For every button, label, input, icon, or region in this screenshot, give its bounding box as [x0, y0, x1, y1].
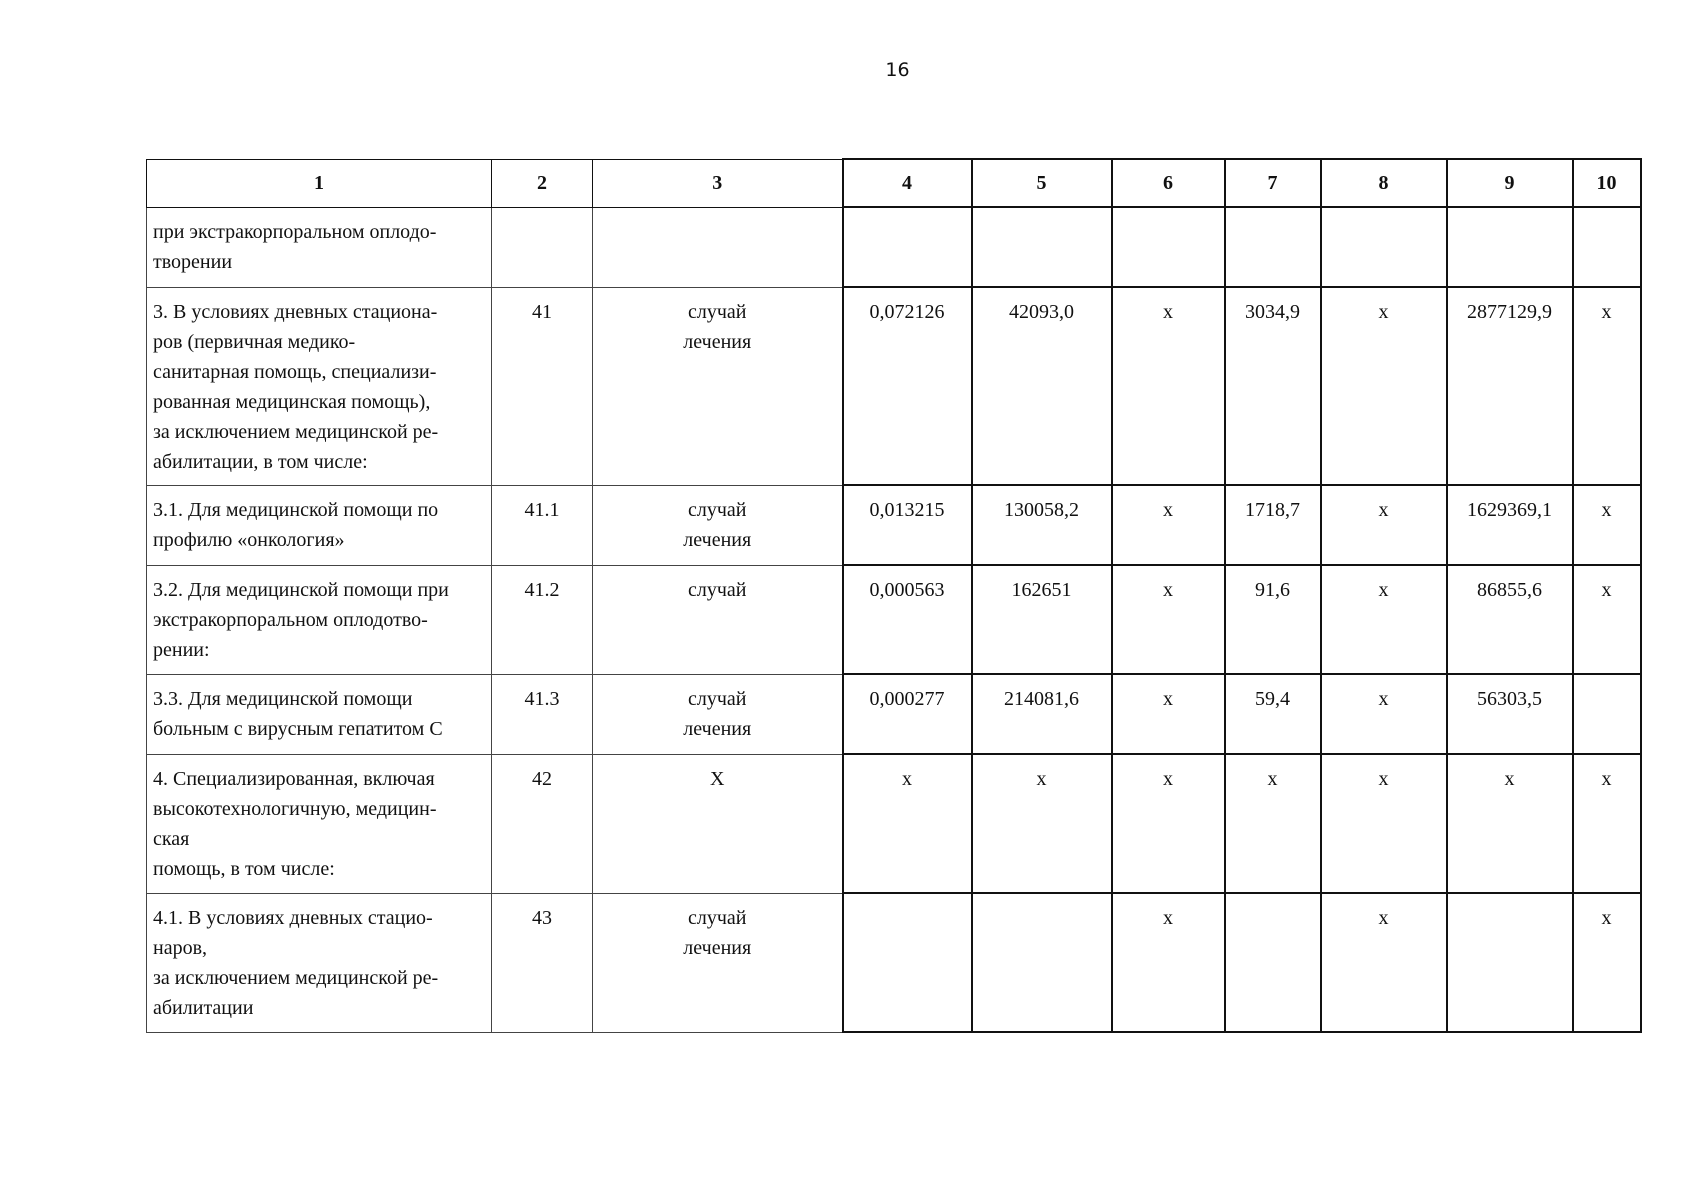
column-header: 4	[843, 159, 972, 207]
table-cell	[1321, 207, 1447, 287]
table-cell	[1573, 674, 1641, 754]
table-cell: 91,6	[1225, 565, 1321, 674]
table-cell: 3034,9	[1225, 287, 1321, 485]
table-cell: 86855,6	[1447, 565, 1573, 674]
table-cell: 56303,5	[1447, 674, 1573, 754]
table-cell: 1718,7	[1225, 485, 1321, 565]
table-cell	[843, 207, 972, 287]
table-cell	[972, 893, 1112, 1032]
row-unit: случай лечения	[593, 287, 843, 485]
table-cell: х	[1112, 485, 1225, 565]
table-cell: х	[1112, 674, 1225, 754]
column-header: 9	[1447, 159, 1573, 207]
row-unit: случай лечения	[593, 893, 843, 1032]
row-unit: случай лечения	[593, 674, 843, 754]
row-description: 4.1. В условиях дневных стацио- наров, за исключением медицинской ре- абилитации	[147, 893, 492, 1032]
table-cell: 214081,6	[972, 674, 1112, 754]
table-row	[147, 287, 1641, 485]
column-header: 2	[492, 159, 593, 207]
column-header: 10	[1573, 159, 1641, 207]
table-cell: х	[1321, 674, 1447, 754]
table-cell: 0,000563	[843, 565, 972, 674]
row-code: 43	[492, 893, 593, 1032]
row-description: 3.2. Для медицинской помощи при экстракорпоральном оплодотво- рении:	[147, 565, 492, 674]
table-cell	[972, 207, 1112, 287]
table-row	[147, 485, 1641, 565]
row-description: при экстракорпоральном оплодо- творении	[147, 207, 492, 287]
column-header: 6	[1112, 159, 1225, 207]
row-description: 3.3. Для медицинской помощи больным с вирусным гепатитом С	[147, 674, 492, 754]
table-row	[147, 207, 1641, 287]
column-header: 7	[1225, 159, 1321, 207]
table-cell: 0,072126	[843, 287, 972, 485]
table-cell: 42093,0	[972, 287, 1112, 485]
table-cell: х	[1447, 754, 1573, 893]
table-cell: х	[1321, 485, 1447, 565]
table-row	[147, 674, 1641, 754]
table-row	[147, 754, 1641, 893]
table-cell: х	[1112, 287, 1225, 485]
row-description: 4. Специализированная, включая высокотехнологичную, медицин- ская помощь, в том числе:	[147, 754, 492, 893]
row-unit: случай лечения	[593, 485, 843, 565]
row-unit: случай	[593, 565, 843, 674]
row-unit	[593, 207, 843, 287]
row-description: 3.1. Для медицинской помощи по профилю «онкология»	[147, 485, 492, 565]
row-code: 41.3	[492, 674, 593, 754]
table-cell: 59,4	[1225, 674, 1321, 754]
table-cell: х	[1321, 754, 1447, 893]
row-code	[492, 207, 593, 287]
table-cell: 1629369,1	[1447, 485, 1573, 565]
tariff-table	[146, 158, 1642, 1033]
table-cell: х	[1573, 485, 1641, 565]
table-cell: 130058,2	[972, 485, 1112, 565]
row-code: 41.2	[492, 565, 593, 674]
table-row	[147, 565, 1641, 674]
table-cell: х	[972, 754, 1112, 893]
table-cell	[1225, 893, 1321, 1032]
table-cell: х	[1321, 565, 1447, 674]
table-cell: 0,000277	[843, 674, 972, 754]
column-header: 5	[972, 159, 1112, 207]
table-cell	[1112, 207, 1225, 287]
row-code: 41	[492, 287, 593, 485]
page-number: 16	[885, 59, 910, 81]
table-cell	[1447, 207, 1573, 287]
table-cell	[1573, 207, 1641, 287]
table-cell	[843, 893, 972, 1032]
table-cell: х	[1112, 565, 1225, 674]
column-header: 1	[147, 159, 492, 207]
table-cell: 162651	[972, 565, 1112, 674]
column-header: 3	[593, 159, 843, 207]
table-cell: х	[843, 754, 972, 893]
row-code: 42	[492, 754, 593, 893]
column-header: 8	[1321, 159, 1447, 207]
table-cell: х	[1573, 565, 1641, 674]
table-cell: х	[1573, 287, 1641, 485]
table-cell: 2877129,9	[1447, 287, 1573, 485]
table-cell: х	[1321, 893, 1447, 1032]
table-cell: х	[1573, 754, 1641, 893]
table-cell: х	[1573, 893, 1641, 1032]
table-header-row	[147, 159, 1641, 207]
table-cell: 0,013215	[843, 485, 972, 565]
table-cell	[1225, 207, 1321, 287]
table-cell: х	[1112, 754, 1225, 893]
table-cell: х	[1112, 893, 1225, 1032]
table-row	[147, 893, 1641, 1032]
row-code: 41.1	[492, 485, 593, 565]
table-cell	[1447, 893, 1573, 1032]
row-description: 3. В условиях дневных стациона- ров (первичная медико- санитарная помощь, специализи- рованная медицинская помощь), за исключением медицинской ре- абилитации, в том числе:	[147, 287, 492, 485]
table-cell: х	[1321, 287, 1447, 485]
row-unit: Х	[593, 754, 843, 893]
table-cell: х	[1225, 754, 1321, 893]
